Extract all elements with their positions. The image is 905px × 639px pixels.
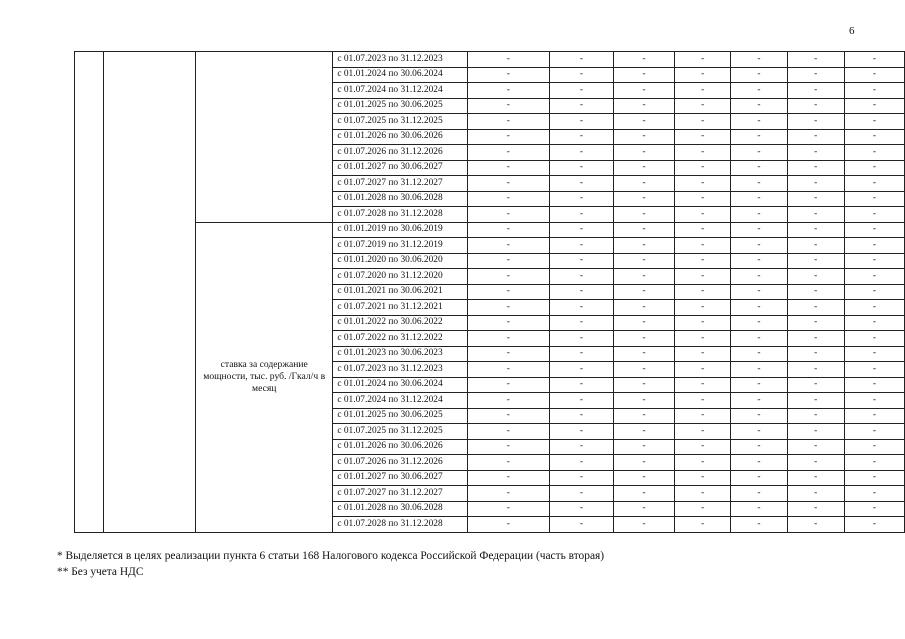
value-cell: -: [613, 470, 674, 486]
value-cell: -: [549, 67, 613, 83]
value-cell: -: [844, 52, 904, 68]
period-cell: с 01.07.2024 по 31.12.2024: [333, 83, 467, 99]
value-cell: -: [467, 98, 549, 114]
value-cell: -: [844, 455, 904, 471]
value-cell: -: [731, 346, 787, 362]
value-cell: -: [613, 408, 674, 424]
value-cell: -: [467, 269, 549, 285]
period-cell: с 01.01.2027 по 30.06.2027: [333, 160, 467, 176]
value-cell: -: [731, 501, 787, 517]
period-cell: с 01.01.2024 по 30.06.2024: [333, 377, 467, 393]
period-cell: с 01.07.2025 по 31.12.2025: [333, 424, 467, 440]
value-cell: -: [844, 439, 904, 455]
value-cell: -: [467, 129, 549, 145]
value-cell: -: [787, 517, 844, 533]
value-cell: -: [467, 424, 549, 440]
value-cell: -: [787, 315, 844, 331]
value-cell: -: [787, 207, 844, 223]
value-cell: -: [613, 315, 674, 331]
value-cell: -: [613, 300, 674, 316]
value-cell: -: [467, 238, 549, 254]
value-cell: -: [731, 377, 787, 393]
value-cell: -: [549, 486, 613, 502]
value-cell: -: [731, 253, 787, 269]
value-cell: -: [787, 470, 844, 486]
value-cell: -: [467, 253, 549, 269]
value-cell: -: [731, 470, 787, 486]
value-cell: -: [844, 284, 904, 300]
value-cell: -: [613, 160, 674, 176]
value-cell: -: [844, 424, 904, 440]
value-cell: -: [731, 129, 787, 145]
value-cell: -: [731, 331, 787, 347]
value-cell: -: [675, 331, 731, 347]
value-cell: -: [844, 67, 904, 83]
period-cell: с 01.07.2022 по 31.12.2022: [333, 331, 467, 347]
value-cell: -: [549, 331, 613, 347]
period-cell: с 01.07.2023 по 31.12.2023: [333, 362, 467, 378]
period-cell: с 01.01.2026 по 30.06.2026: [333, 439, 467, 455]
value-cell: -: [549, 470, 613, 486]
value-cell: -: [549, 377, 613, 393]
value-cell: -: [549, 253, 613, 269]
value-cell: -: [613, 98, 674, 114]
period-cell: с 01.07.2020 по 31.12.2020: [333, 269, 467, 285]
row-number-cell: [75, 52, 104, 533]
value-cell: -: [731, 424, 787, 440]
value-cell: -: [844, 238, 904, 254]
tariff-table: [74, 51, 905, 533]
period-cell: с 01.01.2022 по 30.06.2022: [333, 315, 467, 331]
value-cell: -: [844, 408, 904, 424]
period-cell: с 01.01.2021 по 30.06.2021: [333, 284, 467, 300]
organization-cell: [104, 52, 196, 533]
value-cell: -: [613, 67, 674, 83]
value-cell: -: [467, 408, 549, 424]
page-number: 6: [849, 25, 855, 37]
value-cell: -: [787, 331, 844, 347]
value-cell: -: [549, 501, 613, 517]
value-cell: -: [613, 238, 674, 254]
value-cell: -: [675, 67, 731, 83]
indicator-cell-capacity-rate: ставка за содержание мощности, тыс. руб. /Гкал/ч в месяц: [196, 222, 333, 532]
value-cell: -: [787, 486, 844, 502]
value-cell: -: [844, 222, 904, 238]
value-cell: -: [549, 455, 613, 471]
period-cell: с 01.01.2028 по 30.06.2028: [333, 501, 467, 517]
value-cell: -: [787, 52, 844, 68]
value-cell: -: [787, 362, 844, 378]
value-cell: -: [549, 346, 613, 362]
period-cell: с 01.01.2024 по 30.06.2024: [333, 67, 467, 83]
value-cell: -: [787, 129, 844, 145]
value-cell: -: [844, 114, 904, 130]
value-cell: -: [844, 517, 904, 533]
value-cell: -: [549, 222, 613, 238]
value-cell: -: [844, 191, 904, 207]
value-cell: -: [549, 160, 613, 176]
value-cell: -: [675, 176, 731, 192]
value-cell: -: [613, 52, 674, 68]
value-cell: -: [675, 98, 731, 114]
value-cell: -: [787, 67, 844, 83]
value-cell: -: [731, 393, 787, 409]
value-cell: -: [844, 176, 904, 192]
value-cell: -: [787, 160, 844, 176]
value-cell: -: [731, 517, 787, 533]
value-cell: -: [467, 315, 549, 331]
value-cell: -: [731, 222, 787, 238]
value-cell: -: [844, 486, 904, 502]
value-cell: -: [787, 439, 844, 455]
value-cell: -: [787, 145, 844, 161]
period-cell: с 01.07.2024 по 31.12.2024: [333, 393, 467, 409]
value-cell: -: [549, 129, 613, 145]
value-cell: -: [467, 222, 549, 238]
value-cell: -: [613, 284, 674, 300]
value-cell: -: [731, 207, 787, 223]
value-cell: -: [844, 315, 904, 331]
value-cell: -: [675, 145, 731, 161]
value-cell: -: [731, 284, 787, 300]
value-cell: -: [675, 129, 731, 145]
value-cell: -: [731, 114, 787, 130]
value-cell: -: [613, 501, 674, 517]
value-cell: -: [613, 191, 674, 207]
value-cell: -: [467, 191, 549, 207]
value-cell: -: [549, 393, 613, 409]
value-cell: -: [613, 145, 674, 161]
value-cell: -: [675, 393, 731, 409]
value-cell: -: [467, 331, 549, 347]
value-cell: -: [549, 238, 613, 254]
value-cell: -: [844, 377, 904, 393]
value-cell: -: [787, 300, 844, 316]
value-cell: -: [467, 300, 549, 316]
period-cell: с 01.07.2027 по 31.12.2027: [333, 176, 467, 192]
value-cell: -: [613, 331, 674, 347]
value-cell: -: [731, 238, 787, 254]
period-cell: с 01.01.2020 по 30.06.2020: [333, 253, 467, 269]
value-cell: -: [731, 191, 787, 207]
period-cell: с 01.07.2019 по 31.12.2019: [333, 238, 467, 254]
value-cell: -: [731, 98, 787, 114]
value-cell: -: [549, 191, 613, 207]
value-cell: -: [787, 191, 844, 207]
value-cell: -: [731, 455, 787, 471]
value-cell: -: [675, 346, 731, 362]
value-cell: -: [613, 207, 674, 223]
value-cell: -: [613, 393, 674, 409]
value-cell: -: [613, 253, 674, 269]
footnotes: [57, 548, 604, 580]
value-cell: -: [467, 377, 549, 393]
value-cell: -: [675, 269, 731, 285]
value-cell: -: [613, 517, 674, 533]
value-cell: -: [787, 377, 844, 393]
value-cell: -: [467, 517, 549, 533]
value-cell: -: [731, 145, 787, 161]
value-cell: -: [731, 269, 787, 285]
value-cell: -: [549, 424, 613, 440]
period-cell: с 01.07.2023 по 31.12.2023: [333, 52, 467, 68]
value-cell: -: [787, 393, 844, 409]
value-cell: -: [613, 486, 674, 502]
value-cell: -: [787, 114, 844, 130]
period-cell: с 01.01.2023 по 30.06.2023: [333, 346, 467, 362]
value-cell: -: [844, 300, 904, 316]
period-cell: с 01.01.2025 по 30.06.2025: [333, 98, 467, 114]
value-cell: -: [675, 114, 731, 130]
value-cell: -: [549, 362, 613, 378]
value-cell: -: [844, 331, 904, 347]
value-cell: -: [675, 52, 731, 68]
period-cell: с 01.01.2028 по 30.06.2028: [333, 191, 467, 207]
value-cell: -: [467, 501, 549, 517]
table-body: [75, 52, 905, 533]
value-cell: -: [467, 114, 549, 130]
value-cell: -: [844, 346, 904, 362]
value-cell: -: [467, 346, 549, 362]
value-cell: -: [549, 269, 613, 285]
table-row: [75, 222, 905, 238]
value-cell: -: [467, 439, 549, 455]
value-cell: -: [549, 315, 613, 331]
value-cell: -: [549, 145, 613, 161]
value-cell: -: [675, 424, 731, 440]
value-cell: -: [549, 114, 613, 130]
value-cell: -: [613, 362, 674, 378]
value-cell: -: [613, 346, 674, 362]
period-cell: с 01.01.2025 по 30.06.2025: [333, 408, 467, 424]
value-cell: -: [787, 284, 844, 300]
value-cell: -: [467, 486, 549, 502]
value-cell: -: [549, 408, 613, 424]
value-cell: -: [675, 517, 731, 533]
table-row: [75, 52, 905, 68]
footnote-excluding-vat: ** Без учета НДС: [57, 566, 144, 578]
value-cell: -: [675, 238, 731, 254]
value-cell: -: [731, 176, 787, 192]
value-cell: -: [467, 207, 549, 223]
value-cell: -: [675, 486, 731, 502]
value-cell: -: [731, 362, 787, 378]
value-cell: -: [844, 160, 904, 176]
value-cell: -: [675, 362, 731, 378]
value-cell: -: [844, 470, 904, 486]
period-cell: с 01.07.2027 по 31.12.2027: [333, 486, 467, 502]
value-cell: -: [467, 284, 549, 300]
value-cell: -: [675, 455, 731, 471]
value-cell: -: [549, 207, 613, 223]
value-cell: -: [731, 315, 787, 331]
value-cell: -: [787, 176, 844, 192]
period-cell: с 01.07.2028 по 31.12.2028: [333, 207, 467, 223]
period-cell: с 01.01.2019 по 30.06.2019: [333, 222, 467, 238]
value-cell: -: [675, 315, 731, 331]
value-cell: -: [731, 160, 787, 176]
value-cell: -: [787, 253, 844, 269]
value-cell: -: [731, 52, 787, 68]
value-cell: -: [844, 393, 904, 409]
value-cell: -: [844, 362, 904, 378]
period-cell: с 01.01.2026 по 30.06.2026: [333, 129, 467, 145]
value-cell: -: [787, 238, 844, 254]
value-cell: -: [549, 300, 613, 316]
value-cell: -: [613, 114, 674, 130]
value-cell: -: [844, 98, 904, 114]
value-cell: -: [675, 377, 731, 393]
value-cell: -: [731, 67, 787, 83]
period-cell: с 01.01.2027 по 30.06.2027: [333, 470, 467, 486]
value-cell: -: [731, 408, 787, 424]
value-cell: -: [844, 501, 904, 517]
value-cell: -: [787, 424, 844, 440]
value-cell: -: [675, 439, 731, 455]
value-cell: -: [613, 222, 674, 238]
value-cell: -: [787, 455, 844, 471]
value-cell: -: [844, 129, 904, 145]
value-cell: -: [613, 83, 674, 99]
value-cell: -: [675, 408, 731, 424]
value-cell: -: [467, 52, 549, 68]
period-cell: с 01.07.2021 по 31.12.2021: [333, 300, 467, 316]
value-cell: -: [844, 269, 904, 285]
value-cell: -: [675, 501, 731, 517]
value-cell: -: [549, 517, 613, 533]
value-cell: -: [787, 501, 844, 517]
value-cell: -: [675, 191, 731, 207]
period-cell: с 01.07.2026 по 31.12.2026: [333, 145, 467, 161]
value-cell: -: [731, 439, 787, 455]
value-cell: -: [844, 145, 904, 161]
value-cell: -: [467, 176, 549, 192]
value-cell: -: [549, 52, 613, 68]
value-cell: -: [467, 393, 549, 409]
value-cell: -: [467, 362, 549, 378]
value-cell: -: [675, 207, 731, 223]
value-cell: -: [549, 83, 613, 99]
value-cell: -: [787, 222, 844, 238]
value-cell: -: [844, 83, 904, 99]
value-cell: -: [731, 486, 787, 502]
indicator-cell-previous: [196, 52, 333, 223]
value-cell: -: [731, 83, 787, 99]
value-cell: -: [467, 145, 549, 161]
value-cell: -: [613, 129, 674, 145]
value-cell: -: [787, 346, 844, 362]
value-cell: -: [467, 67, 549, 83]
value-cell: -: [467, 470, 549, 486]
value-cell: -: [844, 207, 904, 223]
value-cell: -: [787, 408, 844, 424]
period-cell: с 01.07.2025 по 31.12.2025: [333, 114, 467, 130]
value-cell: -: [675, 300, 731, 316]
value-cell: -: [787, 269, 844, 285]
value-cell: -: [787, 83, 844, 99]
value-cell: -: [675, 160, 731, 176]
value-cell: -: [613, 455, 674, 471]
value-cell: -: [549, 284, 613, 300]
value-cell: -: [467, 455, 549, 471]
footnote-vat-allocation: * Выделяется в целях реализации пункта 6 статьи 168 Налогового кодекса Российской Федерации (часть вторая): [57, 550, 605, 562]
period-cell: с 01.07.2028 по 31.12.2028: [333, 517, 467, 533]
value-cell: -: [613, 377, 674, 393]
value-cell: -: [613, 439, 674, 455]
value-cell: -: [675, 83, 731, 99]
value-cell: -: [675, 222, 731, 238]
period-cell: с 01.07.2026 по 31.12.2026: [333, 455, 467, 471]
value-cell: -: [731, 300, 787, 316]
value-cell: -: [549, 176, 613, 192]
value-cell: -: [675, 253, 731, 269]
value-cell: -: [549, 98, 613, 114]
value-cell: -: [467, 83, 549, 99]
value-cell: -: [613, 176, 674, 192]
value-cell: -: [613, 269, 674, 285]
value-cell: -: [549, 439, 613, 455]
value-cell: -: [675, 470, 731, 486]
value-cell: -: [467, 160, 549, 176]
value-cell: -: [787, 98, 844, 114]
value-cell: -: [613, 424, 674, 440]
value-cell: -: [675, 284, 731, 300]
value-cell: -: [844, 253, 904, 269]
